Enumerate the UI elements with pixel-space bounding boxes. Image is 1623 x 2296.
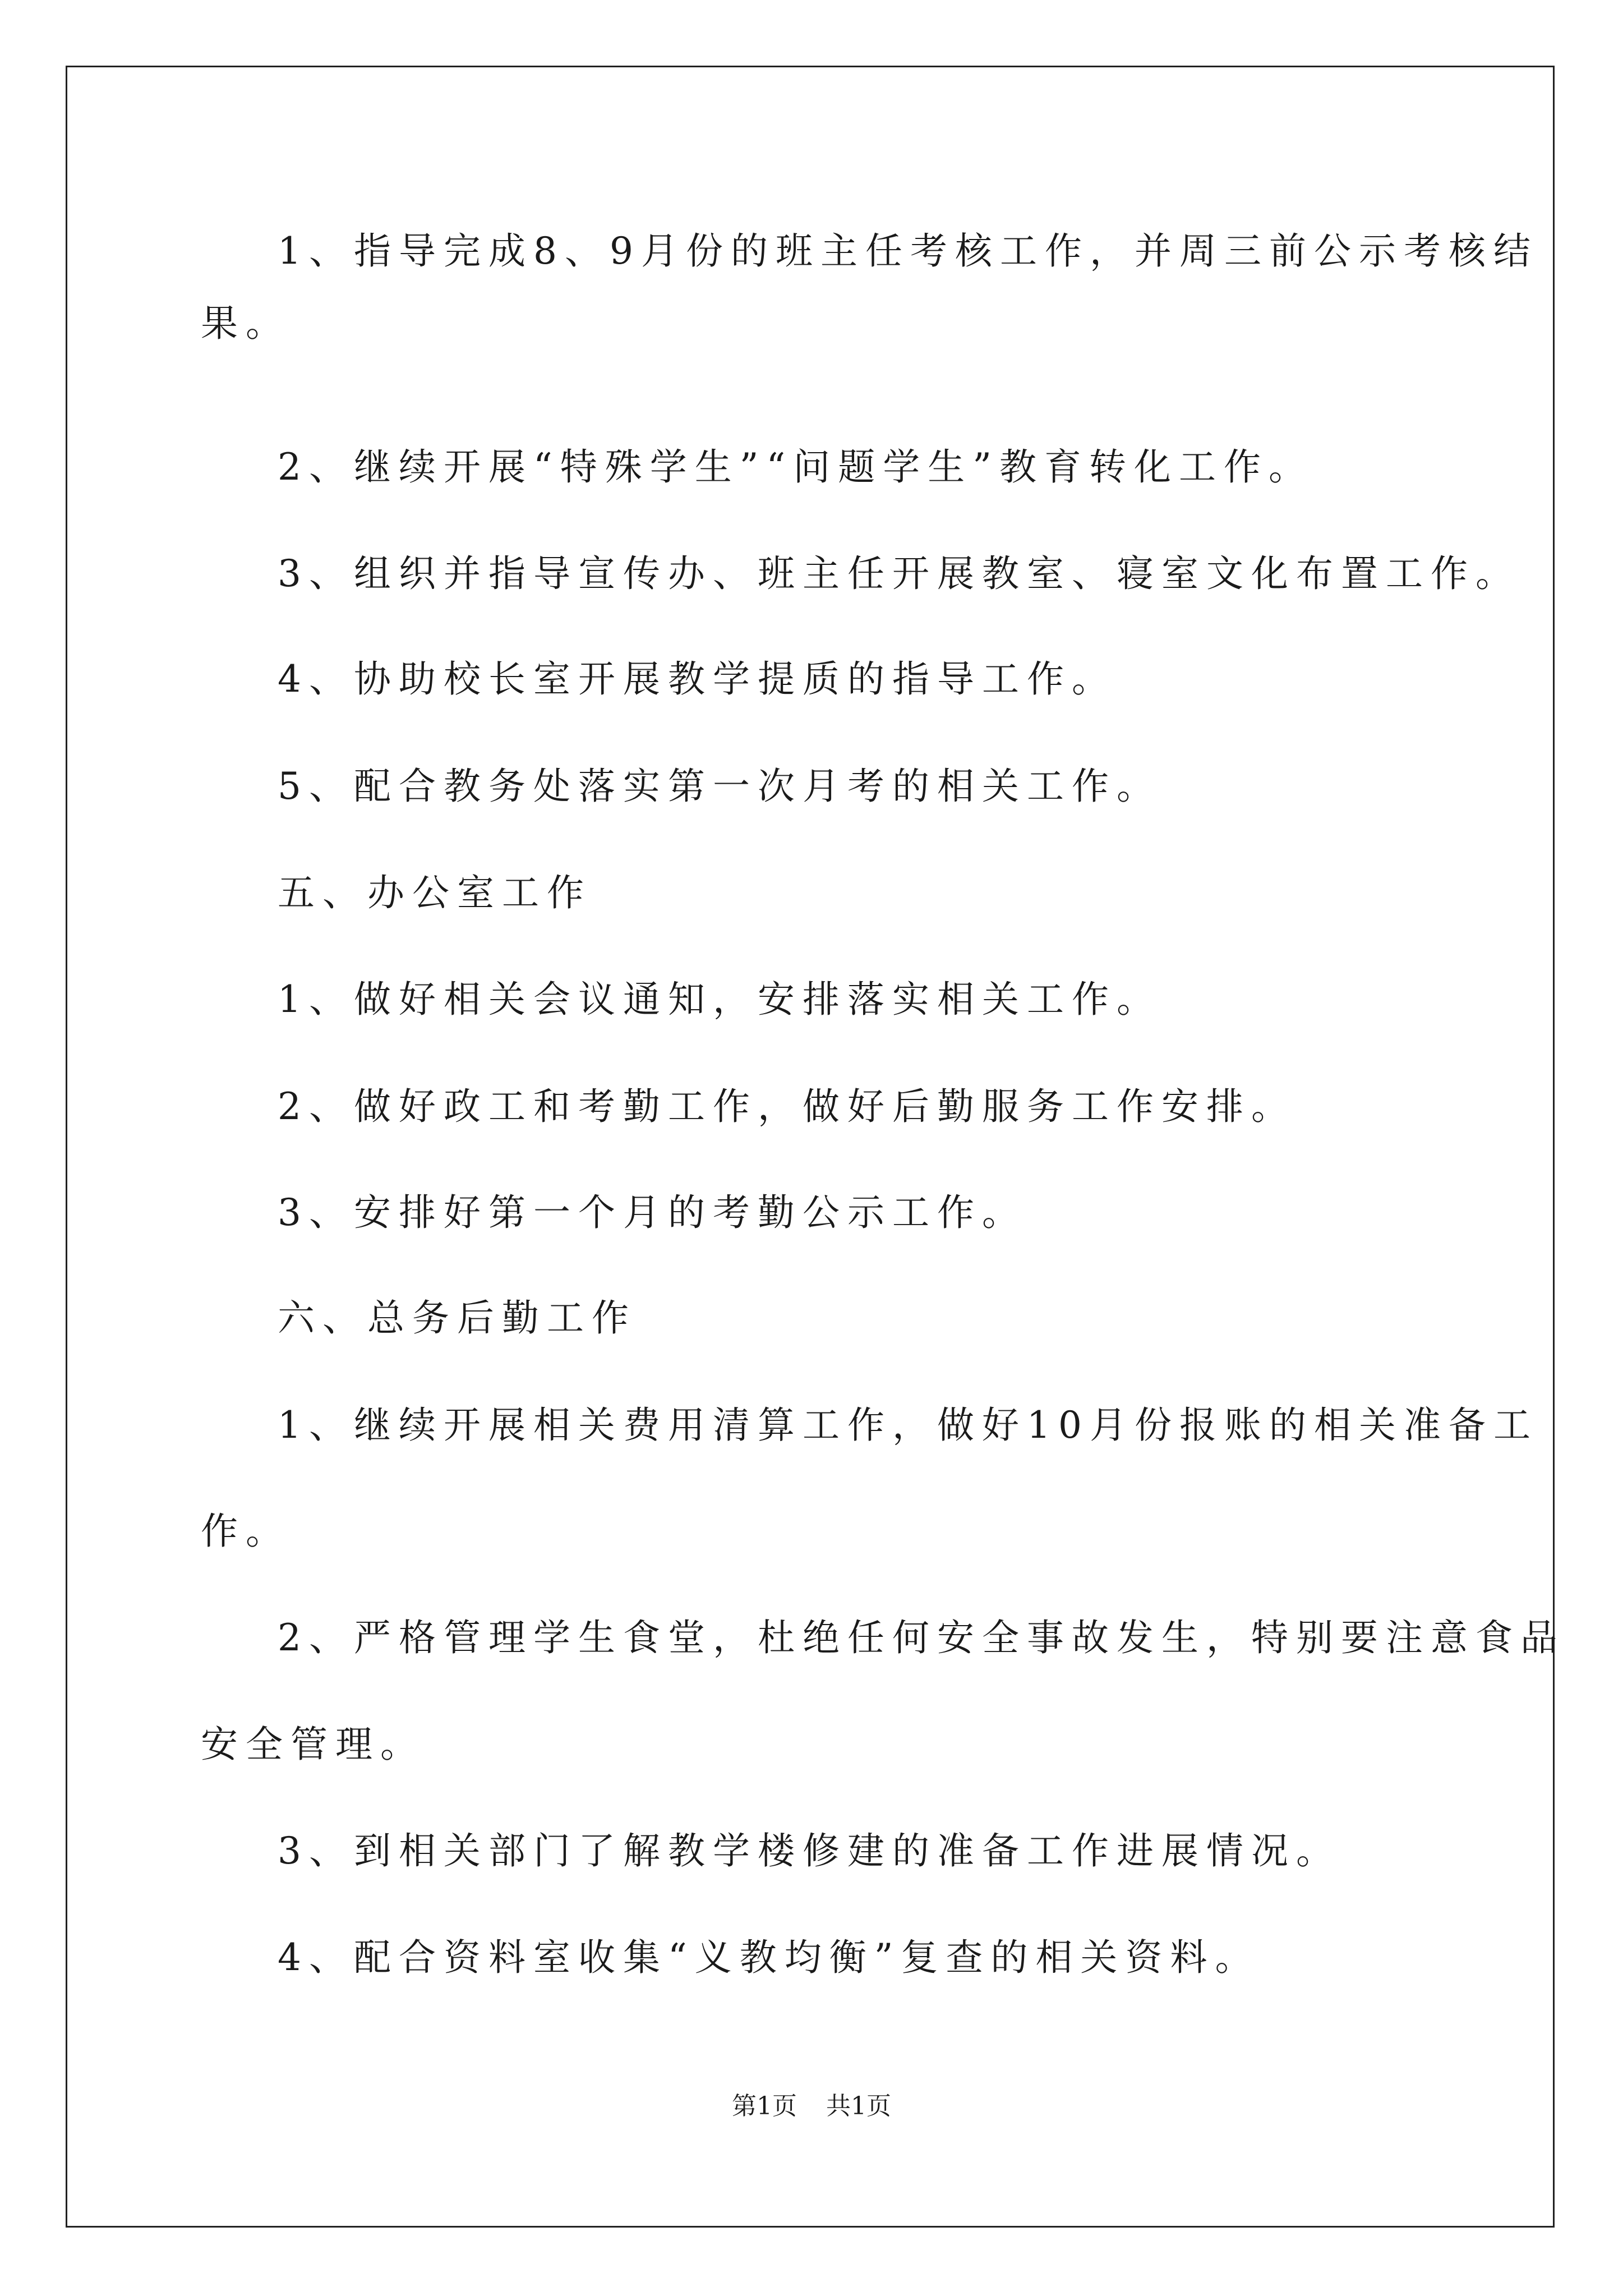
paragraph-line: 安全管理。 — [201, 1723, 425, 1766]
paragraph-line: 1、继续开展相关费用清算工作，做好10月份报账的相关准备工 — [278, 1404, 1538, 1447]
paragraph-line: 3、安排好第一个月的考勤公示工作。 — [278, 1191, 1027, 1234]
paragraph-line: 3、组织并指导宣传办、班主任开展教室、寝室文化布置工作。 — [278, 552, 1520, 595]
paragraph-line: 5、配合教务处落实第一次月考的相关工作。 — [278, 765, 1161, 808]
paragraph-line: 2、继续开展“特殊学生”“问题学生”教育转化工作。 — [278, 445, 1313, 489]
paragraph-line: 1、做好相关会议通知，安排落实相关工作。 — [278, 978, 1161, 1021]
paragraph-line: 4、协助校长室开展教学提质的指导工作。 — [278, 657, 1117, 701]
paragraph-line: 作。 — [201, 1510, 291, 1553]
section-heading: 五、办公室工作 — [278, 871, 592, 914]
paragraph-line: 2、严格管理学生食堂，杜绝任何安全事故发生，特别要注意食品 — [278, 1616, 1565, 1659]
paragraph-line: 3、到相关部门了解教学楼修建的准备工作进展情况。 — [278, 1829, 1341, 1872]
page-number: 第1页 — [732, 2092, 797, 2120]
paragraph-line: 1、指导完成8、9月份的班主任考核工作，并周三前公示考核结 — [278, 229, 1538, 273]
section-heading: 六、总务后勤工作 — [278, 1296, 637, 1340]
page-footer — [0, 2094, 1623, 2119]
page-border — [66, 66, 1555, 2228]
paragraph-line: 4、配合资料室收集“义教均衡”复查的相关资料。 — [278, 1936, 1260, 1979]
page-total: 共1页 — [826, 2092, 891, 2120]
paragraph-line: 2、做好政工和考勤工作，做好后勤服务工作安排。 — [278, 1085, 1296, 1128]
paragraph-line: 果。 — [201, 302, 291, 345]
